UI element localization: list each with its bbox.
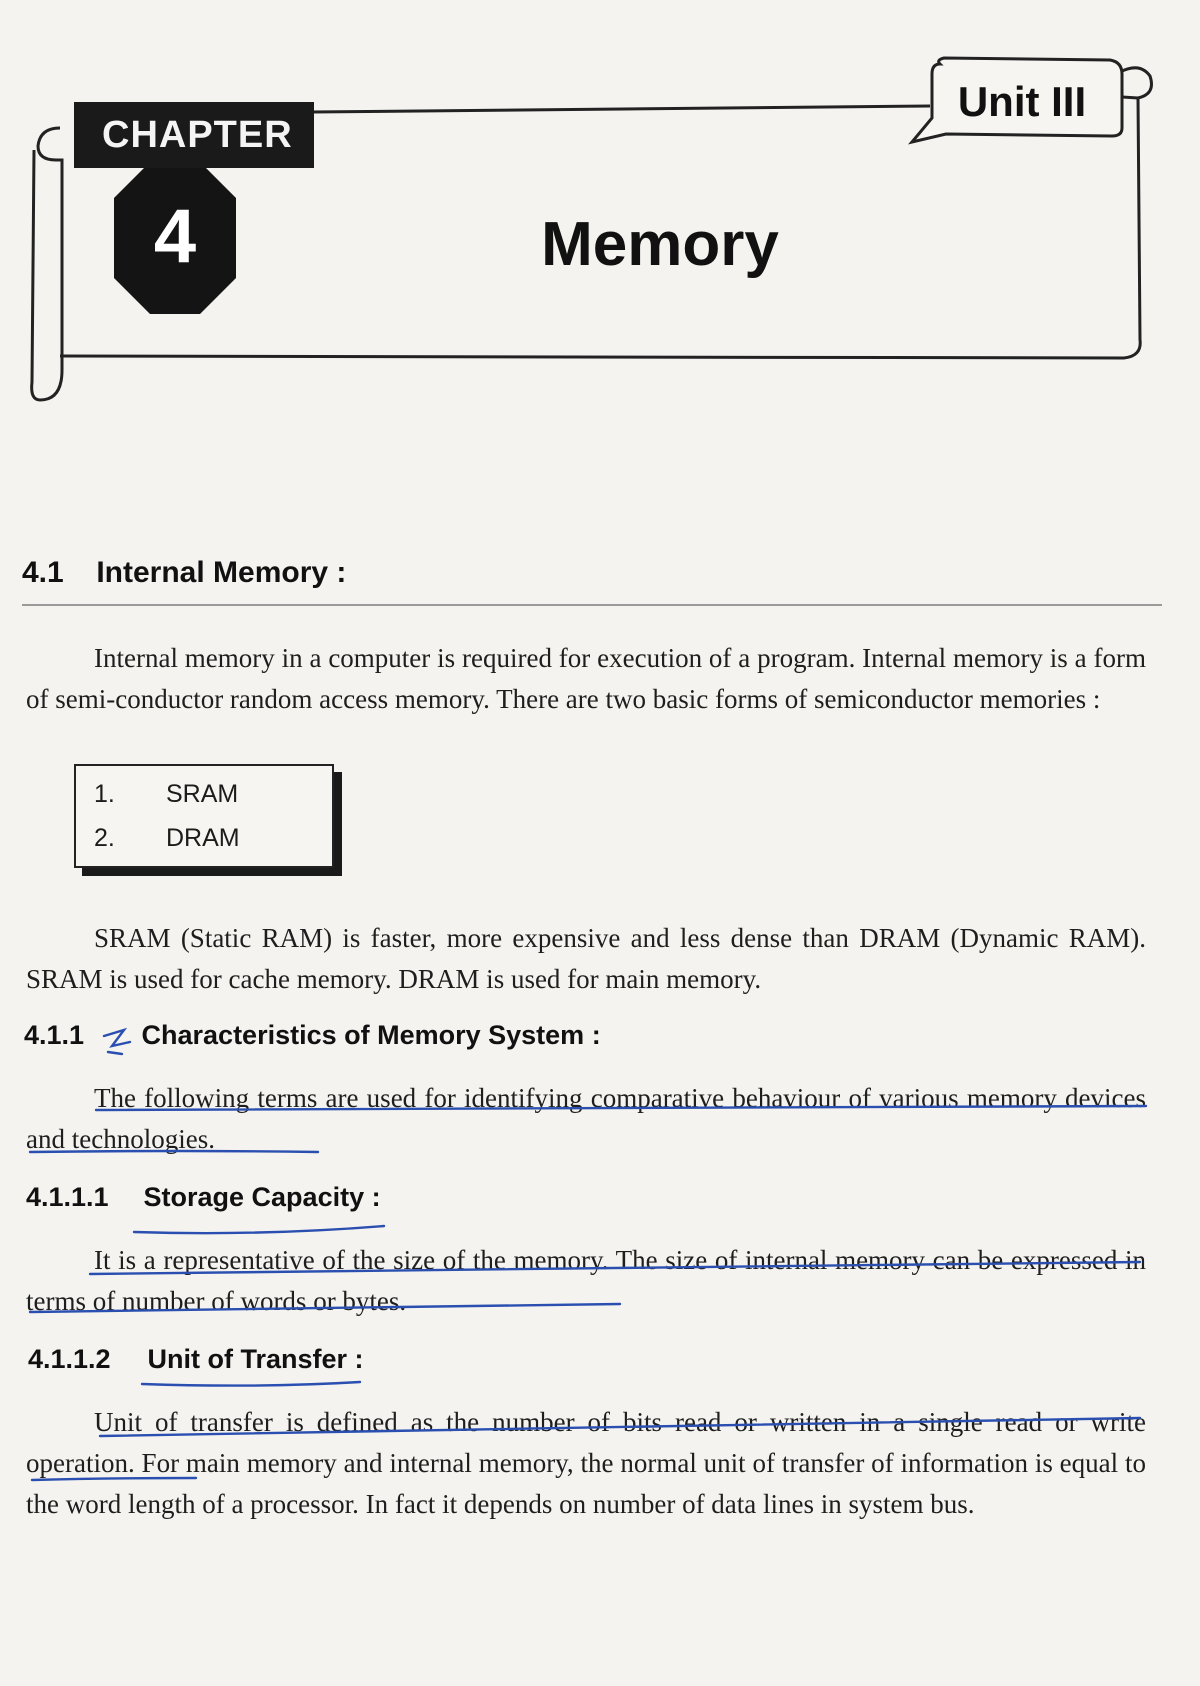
paragraph-storage-capacity: It is a representative of the size of the memory. The size of internal memory can be expressed in terms of number of words or bytes. xyxy=(26,1245,1146,1316)
paragraph-sram-dram: SRAM (Static RAM) is faster, more expensive and less dense than DRAM (Dynamic RAM). SRAM is used for cache memory. DRAM is used for main memory. xyxy=(26,923,1146,994)
section-heading-4-1-1 xyxy=(24,1020,601,1051)
section-title: Internal Memory : xyxy=(96,556,347,589)
chapter-banner xyxy=(0,0,1200,420)
memory-forms-box xyxy=(74,764,334,868)
paragraph-characteristics: The following terms are used for identifying comparative behaviour of various memory devices and technologies. xyxy=(26,1083,1146,1154)
section-heading-4-1-1-2 xyxy=(28,1344,364,1375)
paragraph-unit-of-transfer: Unit of transfer is defined as the number of bits read or written in a single read or write operation. For main memory and internal memory, the normal unit of transfer of information is equal to the word length of a processor. In fact it depends on number of data lines in system bus. xyxy=(26,1407,1146,1519)
chapter-number: 4 xyxy=(153,194,197,279)
section-divider xyxy=(22,604,1162,606)
section-heading-4-1-1-1 xyxy=(26,1182,381,1213)
section-number: 4.1.1.2 xyxy=(28,1344,111,1374)
section-title: Unit of Transfer : xyxy=(147,1344,364,1374)
chapter-title: Memory xyxy=(541,210,779,279)
paragraph-internal-memory: Internal memory in a computer is required for execution of a program. Internal memory is a form of semi-conductor random access memory. There are two basic forms of semiconductor memories : xyxy=(26,643,1146,714)
section-title: Storage Capacity : xyxy=(143,1182,381,1212)
unit-label: Unit III xyxy=(957,78,1087,125)
list-item: 1. SRAM xyxy=(94,780,239,808)
section-number: 4.1.1.1 xyxy=(26,1182,109,1212)
chapter-label: CHAPTER xyxy=(74,102,314,168)
section-number: 4.1 xyxy=(22,556,64,589)
section-title: Characteristics of Memory System : xyxy=(141,1020,601,1050)
section-number: 4.1.1 xyxy=(24,1020,85,1050)
section-heading-4-1 xyxy=(22,556,346,590)
list-item: 2. DRAM xyxy=(94,824,240,852)
